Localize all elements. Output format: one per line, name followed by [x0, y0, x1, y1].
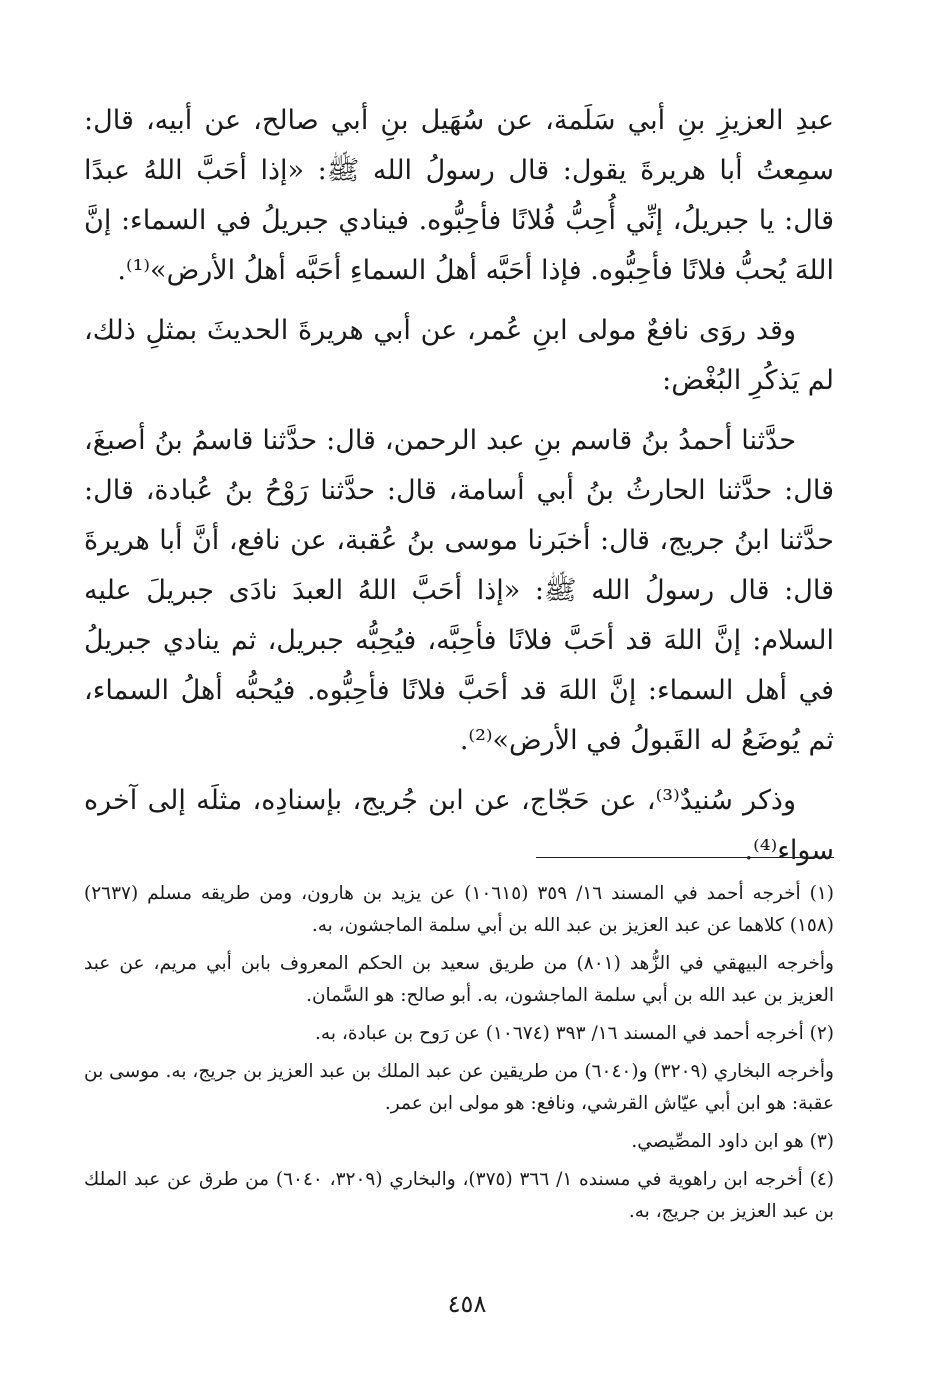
footnotes-block	[84, 878, 834, 1234]
footnote-4: (٤) أخرجه ابن راهوية في مسنده ١/ ٣٦٦ (٣٧٥)، والبخاري (٣٢٠٩، ٦٠٤٠) من طرق عن عبد الملك بن عبد العزيز بن جريج، به.	[84, 1169, 834, 1222]
paragraph-isnad-hadith-2: حدَّثنا أحمدُ بنُ قاسم بنِ عبد الرحمن، قال: حدَّثنا قاسمُ بنُ أصبغَ، قال: حدَّثنا الحارثُ بنُ أبي أسامة، قال: حدَّثنا رَوْحُ بنُ عُبادة، قال: حدَّثنا ابنُ جريج، قال: أخبَرنا موسى بنُ عُقبة، عن نافع، أنَّ أبا هريرةَ قال: قال رسولُ الله ﷺ: «إذا أحَبَّ اللهُ العبدَ نادَى جبريلَ عليه السلام: إنَّ اللهَ قد أحَبَّ فلانًا فأحِبَّه، فيُحِبُّه جبريل، ثم ينادي جبريلُ في أهل السماء: إنَّ اللهَ قد أحَبَّ فلانًا فأحِبُّوه. فيُحبُّه أهلُ السماء، ثم يُوضَعُ له القَبولُ في الأرض»⁽²⁾.	[84, 425, 834, 756]
footnote-1-continued: وأخرجه البيهقي في الزُّهد (٨٠١) من طريق سعيد بن الحكم المعروف بابن أبي مريم، عن عبد العزيز بن عبد الله بن أبي سلمة الماجشون، به. أبو صالح: هو السَّمان.	[84, 953, 834, 1006]
footnote-2: (٢) أخرجه أحمد في المسند ١٦/ ٣٩٣ (١٠٦٧٤) عن رَوح بن عبادة، به.	[315, 1023, 834, 1044]
paragraph-nafi-narration: وقد روَى نافعٌ مولى ابنِ عُمر، عن أبي هريرةَ الحديثَ بمثلِ ذلك، لم يَذكُرِ البُغْض:	[84, 315, 834, 396]
page-number: ٤٥٨	[447, 1290, 487, 1318]
main-text-block	[84, 96, 834, 886]
footnote-3: (٣) هو ابن داود المصِّيصي.	[631, 1131, 834, 1152]
paragraph-hadith-1: عبدِ العزيزِ بنِ أبي سَلَمة، عن سُهَيل بنِ أبي صالح، عن أبيه، قال: سمِعتُ أبا هريرةَ يقول: قال رسولُ الله ﷺ: «إذا أحَبَّ اللهُ عبدًا قال: يا جبريلُ، إنِّي أُحِبُّ فُلانًا فأحِبُّوه. فينادي جبريلُ في السماء: إنَّ اللهَ يُحبُّ فلانًا فأحِبُّوه. فإذا أحَبَّه أهلُ السماءِ أحَبَّه أهلُ الأرض»⁽¹⁾.	[84, 105, 834, 286]
paragraph-sunayd-narration: وذكر سُنيدٌ⁽³⁾، عن حَجّاج، عن ابن جُريج، بإسنادِه، مثلَه إلى آخره سواء⁽⁴⁾.	[84, 785, 834, 866]
footnote-1: (١) أخرجه أحمد في المسند ١٦/ ٣٥٩ (١٠٦١٥) عن يزيد بن هارون، ومن طريقه مسلم (٢٦٣٧) (١٥٨) كلاهما عن عبد العزيز بن عبد الله بن أبي سلمة الماجشون، به.	[84, 883, 834, 936]
footnote-2-continued: وأخرجه البخاري (٣٢٠٩) و(٦٠٤٠) من طريقين عن عبد الملك بن عبد العزيز بن جريج، به. موسى بن عقبة: هو ابن أبي عيّاش القرشي، ونافع: هو مولى ابن عمر.	[84, 1061, 834, 1114]
footnote-divider	[536, 857, 834, 858]
